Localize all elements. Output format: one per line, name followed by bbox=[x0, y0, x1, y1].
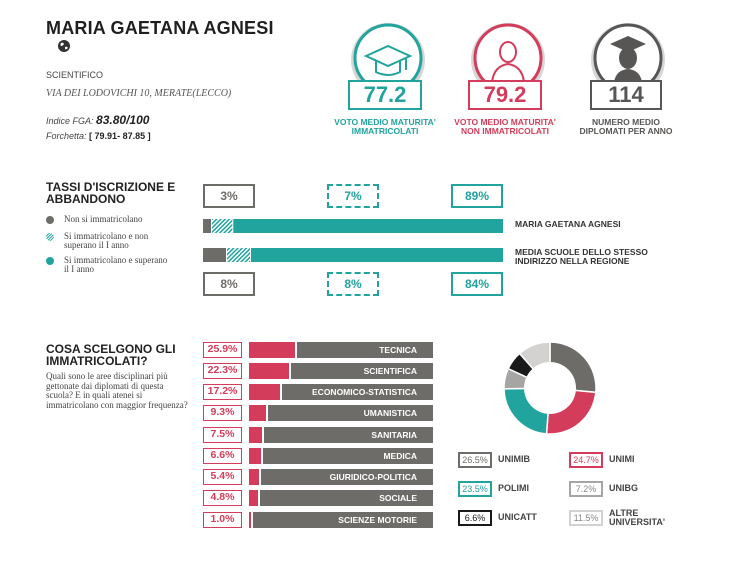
discipline-bar bbox=[249, 469, 259, 485]
region-non-pct: 8% bbox=[203, 272, 255, 296]
discipline-label: TECNICA bbox=[297, 342, 433, 358]
university-donut-chart bbox=[500, 338, 600, 438]
discipline-label: SCIENTIFICA bbox=[291, 363, 433, 379]
school-non-pct: 3% bbox=[203, 184, 255, 208]
kpi-voto-non-immatricolati: 79.2 bbox=[468, 80, 542, 110]
university-pct: 23.5% bbox=[458, 481, 492, 497]
school-bar-label: MARIA GAETANA AGNESI bbox=[515, 219, 621, 229]
university-pct: 24.7% bbox=[569, 452, 603, 468]
bar-segment-non bbox=[203, 219, 211, 233]
discipline-row bbox=[203, 469, 433, 485]
discipline-bar bbox=[249, 384, 280, 400]
region-bar-label: MEDIA SCUOLE DELLO STESSO INDIRIZZO NELLA REGIONE bbox=[515, 247, 648, 266]
bar-segment-non bbox=[203, 248, 226, 262]
kpi-caption-immatricolati: VOTO MEDIO MATURITA' IMMATRICOLATI bbox=[334, 117, 436, 136]
legend-label: Si immatricolano e non superano il I anno bbox=[64, 231, 149, 250]
bar-segment-pass bbox=[233, 219, 503, 233]
discipline-bar bbox=[249, 512, 251, 528]
discipline-row bbox=[203, 490, 433, 506]
discipline-bar bbox=[249, 448, 261, 464]
discipline-label: SANITARIA bbox=[264, 427, 433, 443]
discipline-bar bbox=[249, 342, 295, 358]
discipline-label: SOCIALE bbox=[260, 490, 433, 506]
discipline-label: GIURIDICO-POLITICA bbox=[261, 469, 433, 485]
bar-segment-pass bbox=[251, 248, 503, 262]
legend-label: Si immatricolano e superano il I anno bbox=[64, 255, 168, 274]
region-fail-pct: 8% bbox=[327, 272, 379, 296]
discipline-pct: 5.4% bbox=[203, 469, 242, 485]
legend-dot-hatched bbox=[46, 233, 54, 241]
discipline-row bbox=[203, 512, 433, 528]
legend-label: Non si immatricolano bbox=[64, 214, 143, 224]
school-pass-pct: 89% bbox=[451, 184, 503, 208]
university-pct: 11.5% bbox=[569, 510, 603, 526]
university-name: UNIBG bbox=[609, 483, 638, 493]
discipline-bar bbox=[249, 363, 289, 379]
fga-index bbox=[46, 113, 149, 127]
discipline-pct: 7.5% bbox=[203, 427, 242, 443]
university-name: UNIMI bbox=[609, 454, 635, 464]
discipline-label: MEDICA bbox=[263, 448, 433, 464]
school-fail-pct: 7% bbox=[327, 184, 379, 208]
forchetta-value: [ 79.91- 87.85 ] bbox=[89, 131, 151, 141]
kpi-diplomati: 114 bbox=[590, 80, 662, 110]
university-name: UNIMIB bbox=[498, 454, 530, 464]
person-icon bbox=[468, 20, 548, 86]
fga-value: 83.80/100 bbox=[96, 113, 150, 127]
discipline-row bbox=[203, 342, 433, 358]
discipline-bar bbox=[249, 490, 258, 506]
school-type: SCIENTIFICO bbox=[46, 70, 104, 80]
forchetta bbox=[46, 131, 151, 141]
fga-label: Indice FGA: bbox=[46, 116, 94, 126]
discipline-label: UMANISTICA bbox=[268, 405, 433, 421]
kpi-caption-non-immatricolati: VOTO MEDIO MATURITA' NON IMMATRICOLATI bbox=[454, 117, 556, 136]
bar-segment-fail bbox=[227, 248, 250, 262]
university-name: POLIMI bbox=[498, 483, 529, 493]
university-pct: 26.5% bbox=[458, 452, 492, 468]
discipline-pct: 22.3% bbox=[203, 363, 242, 379]
discipline-bar bbox=[249, 427, 262, 443]
university-pct: 6.6% bbox=[458, 510, 492, 526]
scelte-question: Quali sono le aree disciplinari più gettonate dai diplomati di questa scuola? E in quali atenei si immatricolano con maggior frequenza? bbox=[46, 371, 188, 410]
region-pass-pct: 84% bbox=[451, 272, 503, 296]
legend-dot-teal bbox=[46, 257, 54, 265]
discipline-bar bbox=[249, 405, 266, 421]
discipline-pct: 1.0% bbox=[203, 512, 242, 528]
discipline-label: SCIENZE MOTORIE bbox=[253, 512, 433, 528]
school-address: VIA DEI LODOVICHI 10, MERATE(LECCO) bbox=[46, 88, 232, 99]
graduation-cap-icon bbox=[348, 20, 428, 86]
tassi-title: TASSI D'ISCRIZIONE E ABBANDONO bbox=[46, 180, 176, 206]
scelte-title: COSA SCELGONO GLI IMMATRICOLATI? bbox=[46, 342, 176, 368]
bar-segment-fail bbox=[212, 219, 232, 233]
school-name: MARIA GAETANA AGNESI bbox=[46, 18, 274, 38]
school-stacked-bar bbox=[203, 219, 503, 233]
discipline-pct: 17.2% bbox=[203, 384, 242, 400]
discipline-row bbox=[203, 427, 433, 443]
kpi-voto-immatricolati: 77.2 bbox=[348, 80, 422, 110]
graduate-person-icon bbox=[588, 20, 668, 86]
discipline-row bbox=[203, 448, 433, 464]
globe-icon[interactable] bbox=[57, 39, 71, 53]
discipline-row bbox=[203, 363, 433, 379]
region-stacked-bar bbox=[203, 248, 503, 262]
kpi-caption-diplomati: NUMERO MEDIO DIPLOMATI PER ANNO bbox=[579, 117, 673, 136]
discipline-label: ECONOMICO-STATISTICA bbox=[282, 384, 433, 400]
forchetta-label: Forchetta: bbox=[46, 131, 87, 141]
discipline-pct: 9.3% bbox=[203, 405, 242, 421]
discipline-pct: 6.6% bbox=[203, 448, 242, 464]
discipline-pct: 25.9% bbox=[203, 342, 242, 358]
discipline-row bbox=[203, 384, 433, 400]
discipline-row bbox=[203, 405, 433, 421]
university-name: ALTRE UNIVERSITA' bbox=[609, 508, 665, 527]
discipline-pct: 4.8% bbox=[203, 490, 242, 506]
university-pct: 7.2% bbox=[569, 481, 603, 497]
legend-dot-gray bbox=[46, 216, 54, 224]
university-name: UNICATT bbox=[498, 512, 537, 522]
